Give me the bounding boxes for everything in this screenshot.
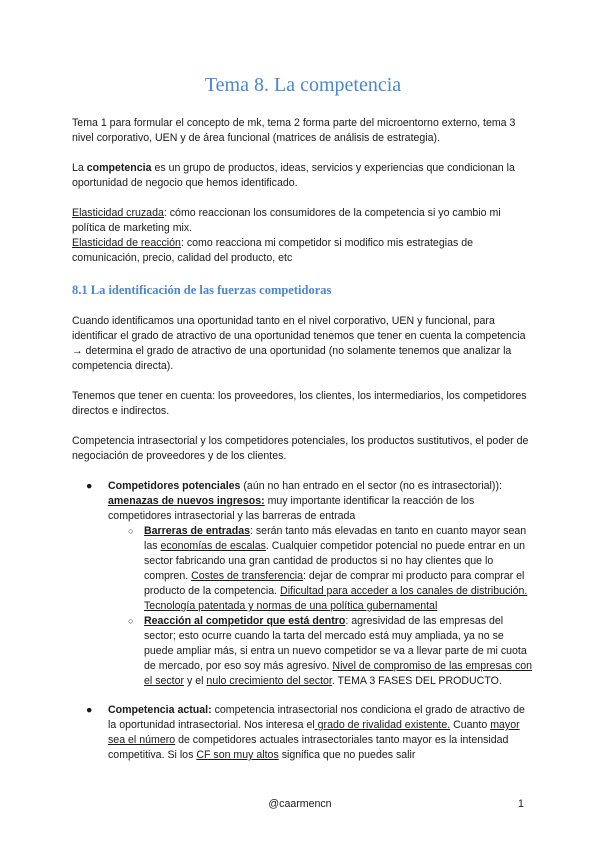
list-item-incumbent-reaction: [108, 614, 534, 689]
list-item-potential-competitors: [72, 479, 534, 689]
page-number: 1: [518, 798, 524, 810]
entry-barriers-term: Barreras de entradas: [144, 525, 250, 537]
potential-competitors-sublist: [108, 524, 534, 689]
definition-paragraph: [72, 161, 534, 191]
sub-bullet-icon: ○: [128, 526, 134, 536]
entry-barriers-text-3: : dejar de comprar mi producto para comprar el producto de la competencia.: [144, 570, 525, 597]
current-competition-text-3: de competidores actuales intrasectoriales tanto mayor es la intensidad competitiva. Si los: [108, 734, 509, 761]
entry-barriers-text-2: . Cualquier competidor potencial no puede entrar en un sector fabricando una gran cantidad de productos si no hay clientes que lo compren.: [144, 540, 526, 582]
definition-prefix: La: [72, 162, 87, 174]
distribution-access-term: Dificultad para acceder a los canales de distribución. Tecnología patentada y normas de una política gubernamental: [144, 585, 528, 612]
current-competition-text-1: competencia intrasectorial nos condiciona el grado de atractivo de la oportunidad intrasectorial. Nos interesa el: [108, 704, 525, 731]
definition-term: competencia: [86, 162, 152, 174]
incumbent-reaction-text-2: y el: [184, 675, 207, 687]
incumbent-reaction-text-3: . TEMA 3 FASES DEL PRODUCTO.: [331, 675, 502, 687]
current-competition-text-4: significa que no puedes salir: [278, 749, 416, 761]
definition-text: es un grupo de productos, ideas, servicios y experiencias que condicionan la oportunidad de negocio que hemos identificado.: [72, 162, 515, 189]
potential-competitors-term: Competidores potenciales: [108, 480, 241, 492]
paragraph-intrasectorial: Competencia intrasectorial y los competidores potenciales, los productos sustitutivos, el poder de negociación de proveedores y de los clientes.: [72, 435, 529, 462]
list-spacer: [72, 689, 534, 703]
high-fixed-costs-term: CF son muy altos: [196, 749, 279, 761]
section-heading: 8.1 La identificación de las fuerzas competidoras: [72, 283, 332, 297]
elasticity-reaction-text: : como reacciona mi competidor si modifico mis estrategias de comunicación, precio, calidad del producto, etc: [72, 237, 473, 264]
greater-number-term: mayor sea el número: [108, 719, 520, 746]
paragraph-stakeholders: Tenemos que tener en cuenta: los proveedores, los clientes, los intermediarios, los competidores directos e indirectos.: [72, 390, 527, 417]
elasticity-reaction-term: Elasticidad de reacción: [72, 237, 181, 249]
transfer-costs-term: Costes de transferencia: [191, 570, 303, 582]
list-item-entry-barriers: [108, 524, 534, 614]
potential-competitors-text: (aún no han entrado en el sector (no es intrasectorial)):: [240, 480, 502, 492]
elasticity-cross-paragraph: [72, 206, 534, 236]
footer-handle: @caarmencn: [268, 798, 332, 810]
forces-list: [72, 479, 534, 763]
commitment-level-term: Nivel de compromiso de las empresas con el sector: [144, 660, 533, 687]
sub-bullet-icon: ○: [128, 616, 134, 626]
elasticity-reaction-paragraph: [72, 236, 534, 266]
elasticity-cross-text: : cómo reaccionan los consumidores de la competencia si yo cambio mi política de marketing mix.: [72, 207, 501, 234]
intro-paragraph: Tema 1 para formular el concepto de mk, tema 2 forma parte del microentorno externo, tema 3 nivel corporativo, UEN y de área funcional (matrices de análisis de estrategia).: [72, 117, 516, 144]
new-entrants-term: amenazas de nuevos ingresos:: [108, 495, 265, 507]
paragraph-opportunity: Cuando identificamos una oportunidad tanto en el nivel corporativo, UEN y funcional, para identificar el grado de atractivo de una oportunidad tenemos que tener en cuenta la competencia → determina el grado de atractivo de una oportunidad (no solamente tenemos que analizar la competencia directa).: [72, 315, 526, 372]
page-content: [72, 72, 534, 763]
elasticity-cross-term: Elasticidad cruzada: [72, 207, 164, 219]
new-entrants-text: muy importante identificar la reacción de los competidores intrasectorial y las barreras de entrada: [108, 495, 475, 522]
incumbent-reaction-text-1: : agresividad de las empresas del sector; esto ocurre cuando la tarta del mercado está muy ampliada, ya no se puede ampliar más, si entra un nuevo competidor se va a llevar parte de mi cuota de mercado, por eso soy más agresivo.: [144, 615, 527, 672]
bullet-icon: ●: [86, 480, 93, 492]
null-growth-term: nulo crecimiento del sector: [206, 675, 332, 687]
current-competition-text-2: Cuanto: [450, 719, 491, 731]
list-item-current-competition: [72, 703, 534, 763]
incumbent-reaction-term: Reacción al competidor que está dentro: [144, 615, 346, 627]
rivalry-degree-term: grado de rivalidad existente.: [314, 719, 451, 731]
page-title: Tema 8. La competencia: [204, 74, 402, 96]
economies-of-scale-term: economías de escalas: [160, 540, 266, 552]
bullet-icon: ●: [86, 704, 93, 716]
current-competition-term: Competencia actual:: [108, 704, 212, 716]
entry-barriers-text-1: : serán tanto más elevadas en tanto en cuanto mayor sean las: [144, 525, 527, 552]
